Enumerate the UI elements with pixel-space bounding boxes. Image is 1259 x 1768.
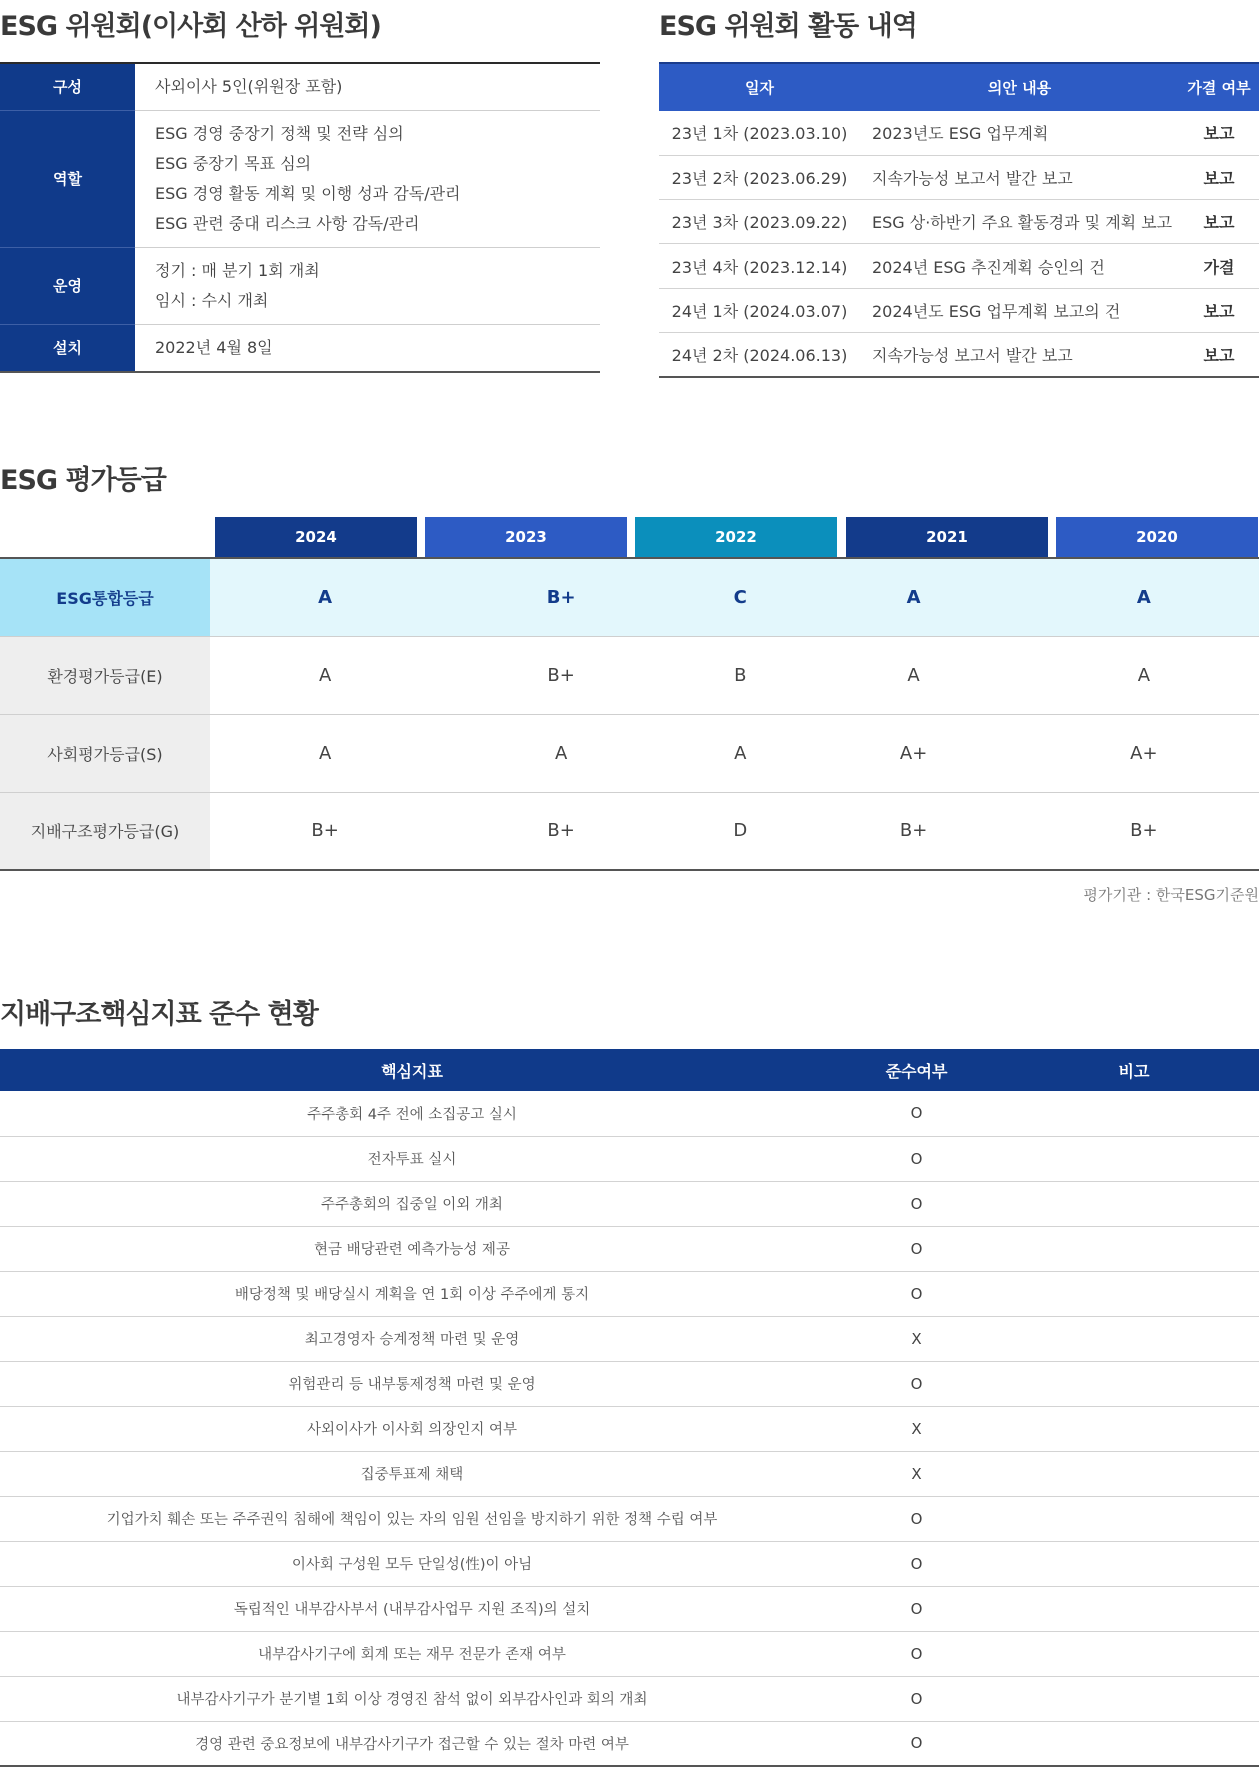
rating-grade: B+ (899, 820, 928, 842)
committee-row-content (135, 247, 600, 324)
governance-compliance: X (824, 1406, 1009, 1451)
committee-row-line: ESG 관련 중대 리스크 사항 감독/관리 (155, 213, 420, 233)
activity-result: 보고 (1179, 155, 1259, 199)
governance-row (0, 1091, 1259, 1136)
governance-row (0, 1136, 1259, 1181)
governance-indicator: 내부감사기구가 분기별 1회 이상 경영진 참석 없이 외부감사인과 회의 개최 (0, 1676, 824, 1721)
activity-row (659, 332, 1259, 376)
activity-agenda: 지속가능성 보고서 발간 보고 (872, 345, 1073, 365)
governance-compliance: O (824, 1631, 1009, 1676)
activity-agenda: 지속가능성 보고서 발간 보고 (860, 155, 1179, 199)
governance-note (1009, 1181, 1259, 1226)
committee-row-line: ESG 경영 중장기 정책 및 전략 심의 (155, 123, 404, 143)
year-tab: 2024 (215, 517, 417, 557)
governance-indicator: 주주총회 4주 전에 소집공고 실시 (0, 1091, 824, 1136)
committee-row-line: 정기 : 매 분기 1회 개최 (155, 260, 320, 280)
activity-date: 24년 1차 (2024.03.07) (659, 288, 860, 332)
governance-row (0, 1271, 1259, 1316)
activity-header-result: 가결 여부 (1179, 63, 1259, 111)
governance-row (0, 1406, 1259, 1451)
activity-row (659, 200, 1259, 244)
committee-row-label: 설치 (0, 324, 135, 372)
governance-compliance: X (824, 1316, 1009, 1361)
rating-grade: A (210, 558, 440, 636)
governance-row (0, 1676, 1259, 1721)
rating-row-label: 환경평가등급(E) (0, 636, 210, 714)
activity-agenda: 2024년도 ESG 업무계획 보고의 건 (860, 288, 1179, 332)
governance-row (0, 1496, 1259, 1541)
committee-row-line: ESG 중장기 목표 심의 (155, 153, 312, 173)
governance-note (1009, 1091, 1259, 1136)
governance-compliance: O (824, 1586, 1009, 1631)
rating-grade: A (798, 558, 1028, 636)
year-tab: 2022 (635, 517, 837, 557)
year-tab: 2023 (425, 517, 627, 557)
governance-compliance: O (824, 1136, 1009, 1181)
governance-note (1009, 1361, 1259, 1406)
rating-grade: A (210, 636, 440, 714)
committee-row-label: 구성 (0, 63, 135, 110)
rating-row (0, 792, 1259, 870)
activity-title: ESG 위원회 활동 내역 (659, 11, 917, 42)
governance-indicator: 독립적인 내부감사부서 (내부감사업무 지원 조직)의 설치 (0, 1586, 824, 1631)
governance-compliance: O (824, 1181, 1009, 1226)
governance-indicator: 경영 관련 중요정보에 내부감사기구가 접근할 수 있는 절차 마련 여부 (195, 1736, 629, 1753)
rating-row-overall (0, 558, 1259, 636)
governance-note (1009, 1406, 1259, 1451)
rating-grade: B+ (440, 558, 682, 636)
activity-result: 보고 (1179, 288, 1259, 332)
rating-year-tabs (215, 517, 1259, 557)
committee-row-line: ESG 경영 활동 계획 및 이행 성과 감독/관리 (155, 183, 461, 203)
committee-row-line: 2022년 4월 8일 (155, 337, 273, 357)
governance-row (0, 1631, 1259, 1676)
governance-note (1009, 1496, 1259, 1541)
year-tab: 2020 (1056, 517, 1258, 557)
governance-row (0, 1451, 1259, 1496)
committee-row-label: 역할 (0, 110, 135, 247)
activity-result: 보고 (1203, 345, 1235, 365)
governance-indicator: 사외이사가 이사회 의장인지 여부 (0, 1406, 824, 1451)
governance-row (0, 1541, 1259, 1586)
committee-row (0, 110, 600, 247)
activity-result: 보고 (1179, 111, 1259, 155)
governance-indicator: 위험관리 등 내부통제정책 마련 및 운영 (0, 1361, 824, 1406)
rating-grade: B+ (547, 820, 575, 842)
governance-row (0, 1586, 1259, 1631)
activity-date: 24년 2차 (2024.06.13) (671, 345, 848, 365)
governance-indicator: 배당정책 및 배당실시 계획을 연 1회 이상 주주에게 통지 (0, 1271, 824, 1316)
committee-row (0, 324, 600, 372)
governance-note (1009, 1451, 1259, 1496)
committee-row-content (135, 63, 600, 110)
committee-row-content (135, 110, 600, 247)
activity-header-date: 일자 (659, 63, 860, 111)
activity-date: 23년 2차 (2023.06.29) (659, 155, 860, 199)
rating-grade: B+ (440, 636, 682, 714)
rating-row-label: ESG통합등급 (0, 558, 210, 636)
governance-header-compliance: 준수여부 (824, 1049, 1009, 1091)
governance-note (1009, 1271, 1259, 1316)
governance-compliance: O (824, 1361, 1009, 1406)
rating-table (0, 557, 1259, 871)
governance-note (1009, 1226, 1259, 1271)
activity-result: 가결 (1179, 244, 1259, 288)
rating-title: ESG 평가등급 (0, 465, 166, 496)
governance-row (0, 1226, 1259, 1271)
committee-row-content (135, 324, 600, 372)
governance-title: 지배구조핵심지표 준수 현황 (0, 999, 318, 1030)
committee-row-line: 임시 : 수시 개최 (155, 290, 269, 310)
activity-date: 23년 3차 (2023.09.22) (659, 200, 860, 244)
governance-indicator: 주주총회의 집중일 이외 개최 (0, 1181, 824, 1226)
governance-compliance: O (824, 1541, 1009, 1586)
committee-row-line: 사외이사 5인(위원장 포함) (155, 76, 343, 96)
rating-row (0, 714, 1259, 792)
governance-compliance: O (824, 1676, 1009, 1721)
rating-grade: A (798, 636, 1028, 714)
rating-grade: B (682, 636, 798, 714)
governance-compliance: X (824, 1451, 1009, 1496)
governance-note (1009, 1136, 1259, 1181)
governance-compliance: O (824, 1271, 1009, 1316)
activity-row (659, 288, 1259, 332)
activity-agenda: 2023년도 ESG 업무계획 (860, 111, 1179, 155)
governance-header-note: 비고 (1009, 1049, 1259, 1091)
governance-indicator: 전자투표 실시 (0, 1136, 824, 1181)
activity-date: 23년 4차 (2023.12.14) (659, 244, 860, 288)
year-tab: 2021 (846, 517, 1048, 557)
activity-date: 23년 1차 (2023.03.10) (659, 111, 860, 155)
rating-row (0, 636, 1259, 714)
rating-row-label: 지배구조평가등급(G) (0, 792, 210, 870)
activity-agenda: 2024년 ESG 추진계획 승인의 건 (860, 244, 1179, 288)
rating-grade: B+ (311, 820, 339, 842)
governance-header-indicator: 핵심지표 (0, 1049, 824, 1091)
activity-row (659, 155, 1259, 199)
rating-source-note: 평가기관 : 한국ESG기준원 (1083, 886, 1259, 904)
governance-row (0, 1361, 1259, 1406)
rating-grade: A (1029, 558, 1259, 636)
rating-grade: A (1029, 636, 1259, 714)
governance-indicator: 내부감사기구에 회계 또는 재무 전문가 존재 여부 (0, 1631, 824, 1676)
rating-grade: C (682, 558, 798, 636)
rating-grade: D (733, 820, 748, 842)
rating-grade: B+ (1130, 820, 1158, 842)
activity-result: 보고 (1179, 200, 1259, 244)
committee-row (0, 63, 600, 110)
governance-note (1009, 1586, 1259, 1631)
governance-indicator: 이사회 구성원 모두 단일성(性)이 아님 (0, 1541, 824, 1586)
governance-row (0, 1316, 1259, 1361)
governance-note (1009, 1631, 1259, 1676)
governance-note (1009, 1316, 1259, 1361)
governance-indicator: 최고경영자 승계정책 마련 및 운영 (0, 1316, 824, 1361)
rating-grade: A (682, 714, 798, 792)
committee-table (0, 62, 600, 373)
activity-table (659, 62, 1259, 378)
governance-row (0, 1181, 1259, 1226)
governance-note (1009, 1721, 1259, 1766)
rating-grade: A (440, 714, 682, 792)
governance-compliance: O (824, 1496, 1009, 1541)
committee-row-label: 운영 (0, 247, 135, 324)
activity-row (659, 111, 1259, 155)
governance-note (1009, 1676, 1259, 1721)
governance-row (0, 1721, 1259, 1766)
governance-indicator: 현금 배당관련 예측가능성 제공 (0, 1226, 824, 1271)
rating-grade: A+ (1029, 714, 1259, 792)
rating-row-label: 사회평가등급(S) (0, 714, 210, 792)
activity-agenda: ESG 상·하반기 주요 활동경과 및 계획 보고 (860, 200, 1179, 244)
activity-header-agenda: 의안 내용 (860, 63, 1179, 111)
committee-row (0, 247, 600, 324)
governance-indicator: 집중투표제 채택 (0, 1451, 824, 1496)
governance-table (0, 1049, 1259, 1767)
governance-compliance: O (910, 1734, 923, 1753)
governance-compliance: O (824, 1226, 1009, 1271)
governance-indicator: 기업가치 훼손 또는 주주권익 침해에 책임이 있는 자의 임원 선임을 방지하기 위한 정책 수립 여부 (0, 1496, 824, 1541)
committee-title: ESG 위원회(이사회 산하 위원회) (0, 11, 381, 42)
rating-grade: A+ (798, 714, 1028, 792)
governance-compliance: O (824, 1091, 1009, 1136)
activity-row (659, 244, 1259, 288)
rating-grade: A (210, 714, 440, 792)
governance-note (1009, 1541, 1259, 1586)
